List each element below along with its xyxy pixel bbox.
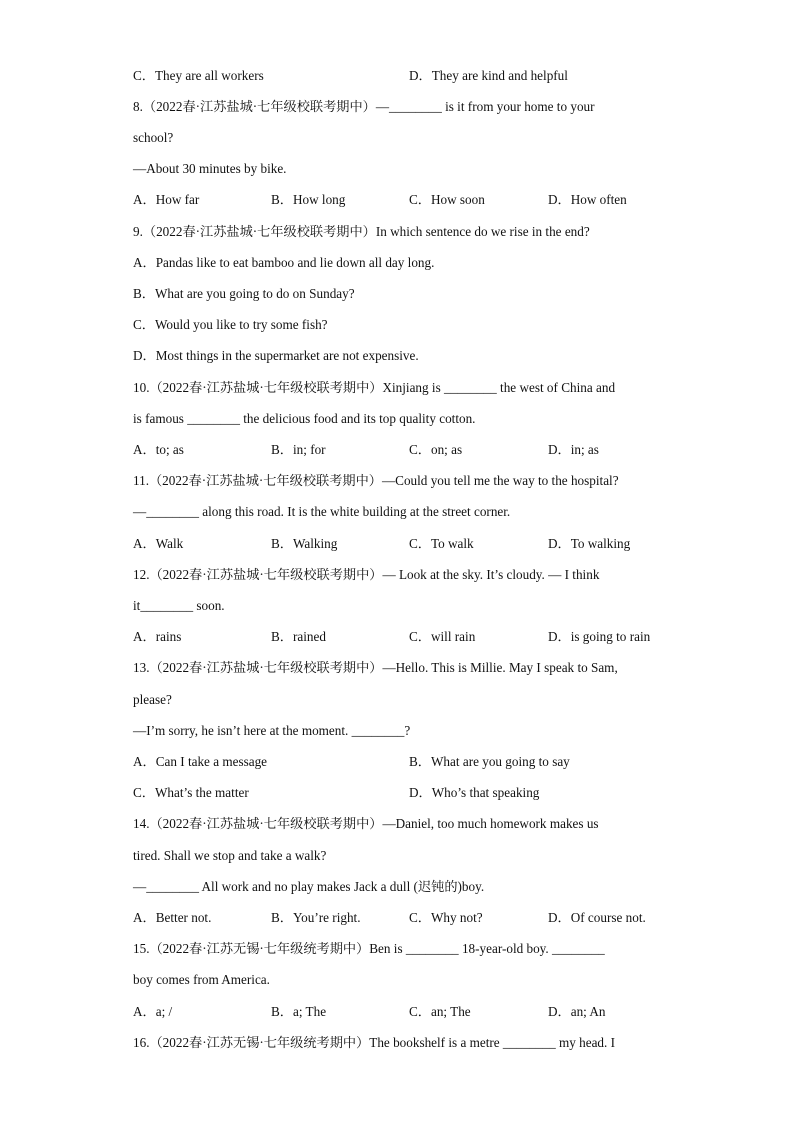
q14-option-b: B．You’re right. (271, 910, 361, 925)
q11-option-b: B．Walking (271, 536, 338, 551)
q12-stem-cont: it________ soon. (133, 598, 225, 613)
q9-option-c: C．Would you like to try some fish? (133, 317, 328, 332)
q14-stem: 14.（2022春·江苏盐城·七年级校联考期中）—Daniel, too much homework makes us (133, 816, 599, 831)
q12-option-c: C．will rain (409, 629, 476, 644)
q14-answer-line: —________ All work and no play makes Jack a dull (迟钝的)boy. (133, 879, 485, 894)
q10-stem: 10.（2022春·江苏盐城·七年级校联考期中）Xinjiang is ________ the west of China and (133, 380, 616, 395)
q14-stem-cont: tired. Shall we stop and take a walk? (133, 848, 327, 863)
q14-option-a: A．Better not. (133, 910, 212, 925)
q8-stem: 8.（2022春·江苏盐城·七年级校联考期中）—________ is it from your home to your (133, 99, 595, 114)
q12-option-b: B．rained (271, 629, 326, 644)
q10-option-b: B．in; for (271, 442, 326, 457)
q13-answer-line: —I’m sorry, he isn’t here at the moment. ________? (133, 723, 411, 738)
q11-stem: 11.（2022春·江苏盐城·七年级校联考期中）—Could you tell me the way to the hospital? (133, 473, 619, 488)
q15-option-c: C．an; The (409, 1004, 471, 1019)
q9-option-d: D．Most things in the supermarket are not expensive. (133, 348, 419, 363)
q16-stem: 16.（2022春·江苏无锡·七年级统考期中）The bookshelf is a metre ________ my head. I (133, 1035, 616, 1050)
q15-stem-cont: boy comes from America. (133, 972, 270, 987)
q15-option-b: B．a; The (271, 1004, 327, 1019)
q10-stem-cont: is famous ________ the delicious food and its top quality cotton. (133, 411, 476, 426)
q9-option-a: A．Pandas like to eat bamboo and lie down all day long. (133, 255, 435, 270)
q14-option-d: D．Of course not. (548, 910, 646, 925)
q9-stem: 9.（2022春·江苏盐城·七年级校联考期中）In which sentence do we rise in the end? (133, 224, 590, 239)
q11-stem-cont: —________ along this road. It is the white building at the street corner. (133, 504, 511, 519)
q13-option-b: B．What are you going to say (409, 754, 570, 769)
q12-option-a: A．rains (133, 629, 182, 644)
q13-option-c: C．What’s the matter (133, 785, 249, 800)
q8-option-b: B．How long (271, 192, 346, 207)
q12-stem: 12.（2022春·江苏盐城·七年级校联考期中）— Look at the sky. It’s cloudy. — I think (133, 567, 600, 582)
q10-option-d: D．in; as (548, 442, 599, 457)
q15-option-d: D．an; An (548, 1004, 606, 1019)
q7-option-d: D．They are kind and helpful (409, 68, 568, 83)
q7-option-c: C．They are all workers (133, 68, 264, 83)
q8-option-c: C．How soon (409, 192, 485, 207)
q15-option-a: A．a; / (133, 1004, 173, 1019)
q14-option-c: C．Why not? (409, 910, 483, 925)
q8-option-d: D．How often (548, 192, 627, 207)
q10-option-a: A．to; as (133, 442, 184, 457)
q13-stem-cont: please? (133, 692, 172, 707)
q12-option-d: D．is going to rain (548, 629, 651, 644)
q13-stem: 13.（2022春·江苏盐城·七年级校联考期中）—Hello. This is Millie. May I speak to Sam, (133, 660, 618, 675)
q11-option-c: C．To walk (409, 536, 474, 551)
q8-option-a: A．How far (133, 192, 200, 207)
q11-option-d: D．To walking (548, 536, 631, 551)
q10-option-c: C．on; as (409, 442, 463, 457)
q9-option-b: B．What are you going to do on Sunday? (133, 286, 355, 301)
q8-answer-line: —About 30 minutes by bike. (133, 161, 287, 176)
q13-option-d: D．Who’s that speaking (409, 785, 540, 800)
q13-option-a: A．Can I take a message (133, 754, 268, 769)
q15-stem: 15.（2022春·江苏无锡·七年级统考期中）Ben is ________ 18-year-old boy. ________ (133, 941, 605, 956)
q8-stem-cont: school? (133, 130, 174, 145)
q11-option-a: A．Walk (133, 536, 184, 551)
